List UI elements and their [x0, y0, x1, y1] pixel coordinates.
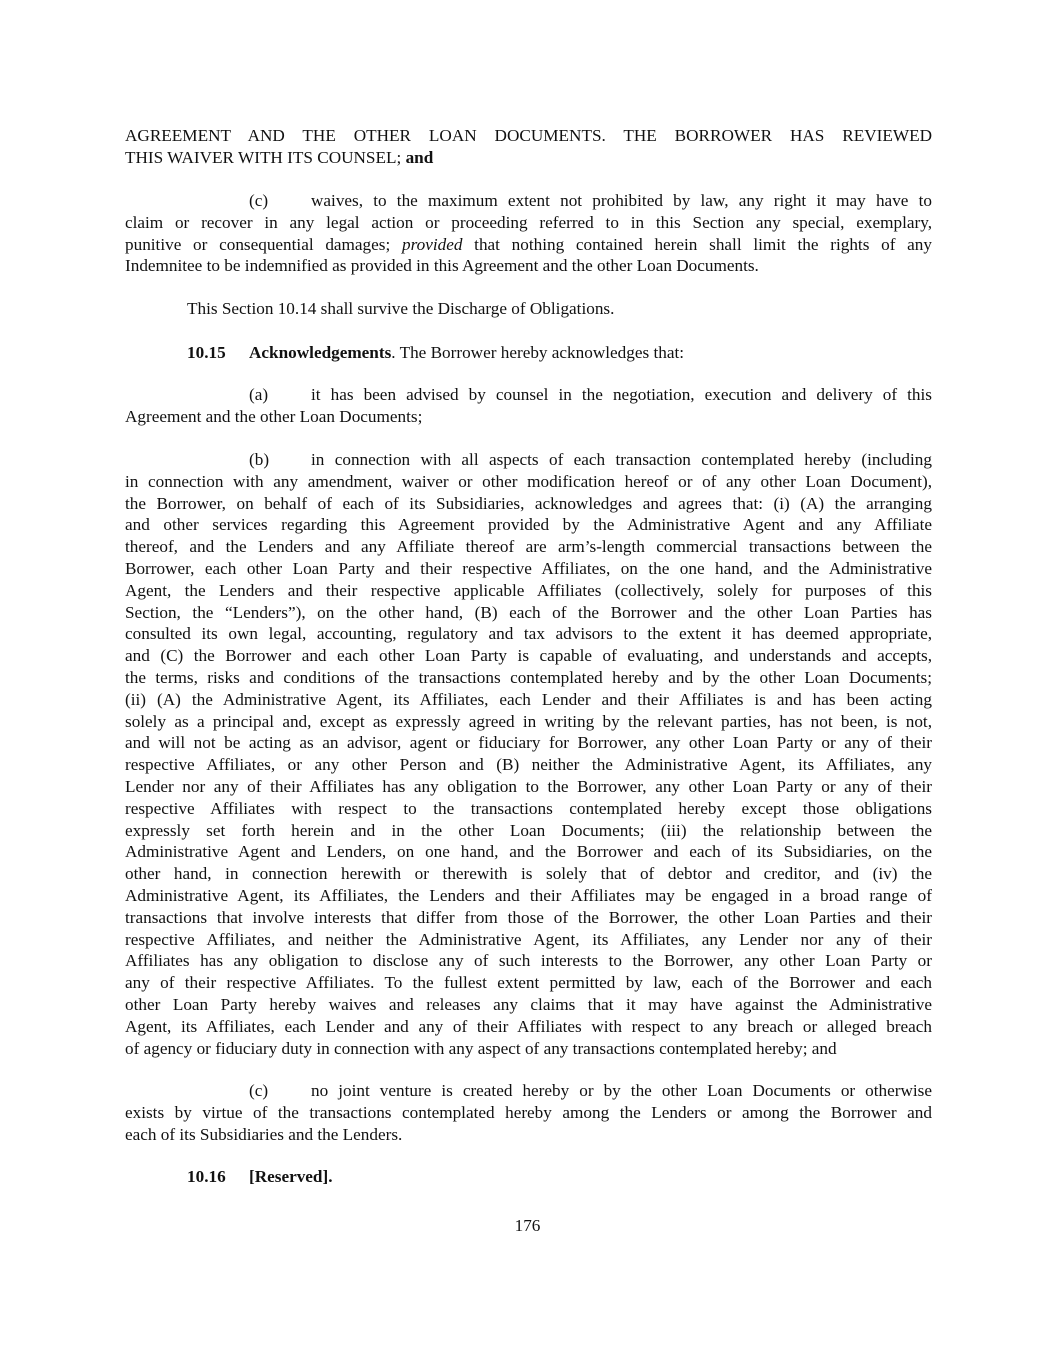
- section-number: 10.15: [187, 343, 226, 362]
- text-line: (ii) (A) the Administrative Agent, its Affiliates, each Lender and their Affiliates is and has been acting: [125, 689, 932, 709]
- item-label: (b): [249, 450, 270, 469]
- text-line: Borrower, each other Loan Party and their respective Affiliates, on the one hand, and the Administrative: [125, 558, 932, 578]
- text-line: Agreement and the other Loan Documents;: [125, 406, 423, 426]
- item-label: (a): [249, 385, 269, 404]
- section-heading-10-16: [187, 1166, 932, 1188]
- text-line: [187, 1166, 932, 1188]
- text-line: respective Affiliates with respect to the transactions contemplated hereby except those obligations: [125, 798, 932, 818]
- paragraph-a-counsel: [125, 384, 932, 428]
- text-line: any of their respective Affiliates. To the fullest extent permitted by law, each of the Borrower and each: [125, 973, 932, 993]
- section-heading-10-15: [187, 342, 932, 364]
- paragraph-survival: [187, 298, 932, 320]
- text-line: (c) waives, to the maximum extent not prohibited by law, any right it may have to: [249, 191, 932, 210]
- italic-provided: provided: [401, 234, 463, 254]
- text-line: Agent, its Affiliates, each Lender and any of their Affiliates with respect to any breach or alleged breach: [125, 1016, 932, 1036]
- text-line: of agency or fiduciary duty in connection with any aspect of any transactions contemplated hereby; and: [125, 1038, 837, 1058]
- bold-and: and: [405, 147, 434, 167]
- text-line: Section, the “Lenders”), on the other hand, (B) each of the Borrower and the other Loan Parties has: [125, 602, 932, 622]
- text-line: other Loan Party hereby waives and releases any claims that it may have against the Administrative: [125, 994, 932, 1014]
- text-line: punitive or consequential damages; provided that nothing contained herein shall limit the rights of any: [125, 234, 932, 254]
- text-line: Affiliates has any obligation to disclose any of such interests to the Borrower, any other Loan Party or: [125, 951, 932, 971]
- text-line: transactions that involve interests that differ from those of the Borrower, the other Loan Parties and their: [125, 907, 932, 927]
- paragraph-waiver-tail: [125, 125, 932, 169]
- paragraph-c-damages: [125, 190, 932, 277]
- text-line: solely as a principal and, except as expressly agreed in writing by the relevant parties, has not been, is not,: [125, 711, 932, 731]
- text-line: and will not be acting as an advisor, agent or fiduciary for Borrower, any other Loan Party or any of their: [125, 733, 932, 753]
- text-line: respective Affiliates, or any other Person and (B) neither the Administrative Agent, its Affiliates, any: [125, 755, 932, 775]
- text-line: the terms, risks and conditions of the transactions contemplated hereby and by the other Loan Documents;: [125, 667, 932, 687]
- text-line: consulted its own legal, accounting, regulatory and tax advisors to the extent it has deemed appropriate,: [125, 624, 932, 644]
- text-line: (a) it has been advised by counsel in the negotiation, execution and delivery of this: [249, 385, 932, 404]
- text-line: each of its Subsidiaries and the Lenders.: [125, 1124, 403, 1144]
- text-line: 10.15 Acknowledgements. The Borrower hereby acknowledges that:: [187, 343, 685, 362]
- item-label: (c): [249, 1081, 269, 1100]
- text-line: AGREEMENT AND THE OTHER LOAN DOCUMENTS. THE BORROWER HAS REVIEWED: [125, 126, 932, 145]
- text-line: exists by virtue of the transactions contemplated hereby among the Lenders or among the Borrower and: [125, 1102, 932, 1122]
- text-line: (b) in connection with all aspects of each transaction contemplated hereby (including: [249, 450, 932, 469]
- text-line: in connection with any amendment, waiver or other modification hereof or of any other Loan Document),: [125, 471, 932, 491]
- text-line: Agent, the Lenders and their respective applicable Affiliates (collectively, solely for purposes of this: [125, 580, 932, 600]
- text-line: Indemnitee to be indemnified as provided in this Agreement and the other Loan Documents.: [125, 256, 759, 276]
- text-line: This Section 10.14 shall survive the Discharge of Obligations.: [187, 299, 615, 318]
- page-number: 176: [514, 1216, 541, 1235]
- text-line: and other services regarding this Agreement provided by the Administrative Agent and any Affiliate: [125, 515, 932, 535]
- text-line: Administrative Agent and Lenders, on one hand, and the Borrower and each of its Subsidiaries, on the: [125, 842, 932, 862]
- text-line: Administrative Agent, its Affiliates, the Lenders and their Affiliates may be engaged in a broad range of: [125, 885, 932, 905]
- text-line: (c) no joint venture is created hereby or by the other Loan Documents or otherwise: [249, 1081, 932, 1100]
- text-line: other hand, in connection herewith or therewith is solely that of debtor and creditor, and (iv) the: [125, 864, 932, 884]
- section-number: 10.16: [187, 1167, 226, 1186]
- text-line: the Borrower, on behalf of each of its Subsidiaries, acknowledges and agrees that: (i) (A) the arranging: [125, 493, 932, 513]
- text-line: respective Affiliates, and neither the Administrative Agent, its Affiliates, any Lender nor any of their: [125, 929, 932, 949]
- text-line: and (C) the Borrower and each other Loan Party is capable of evaluating, and understands and accepts,: [125, 646, 932, 666]
- text-line: Lender nor any of their Affiliates has any obligation to the Borrower, any other Loan Party or any of their: [125, 776, 932, 796]
- section-title: Acknowledgements: [249, 343, 392, 362]
- paragraph-c-joint-venture: [125, 1080, 932, 1145]
- item-label: (c): [249, 191, 269, 210]
- text-line: claim or recover in any legal action or proceeding referred to in this Section any special, exemplary,: [125, 212, 932, 232]
- section-title: [Reserved].: [249, 1167, 333, 1186]
- paragraph-b-transactions: [125, 449, 932, 1059]
- text-line: thereof, and the Lenders and any Affiliate thereof are arm’s-length commercial transactions between the: [125, 537, 932, 557]
- text-line: THIS WAIVER WITH ITS COUNSEL; and: [125, 147, 434, 167]
- text-line: expressly set forth herein and in the other Loan Documents; (iii) the relationship between the: [125, 820, 932, 840]
